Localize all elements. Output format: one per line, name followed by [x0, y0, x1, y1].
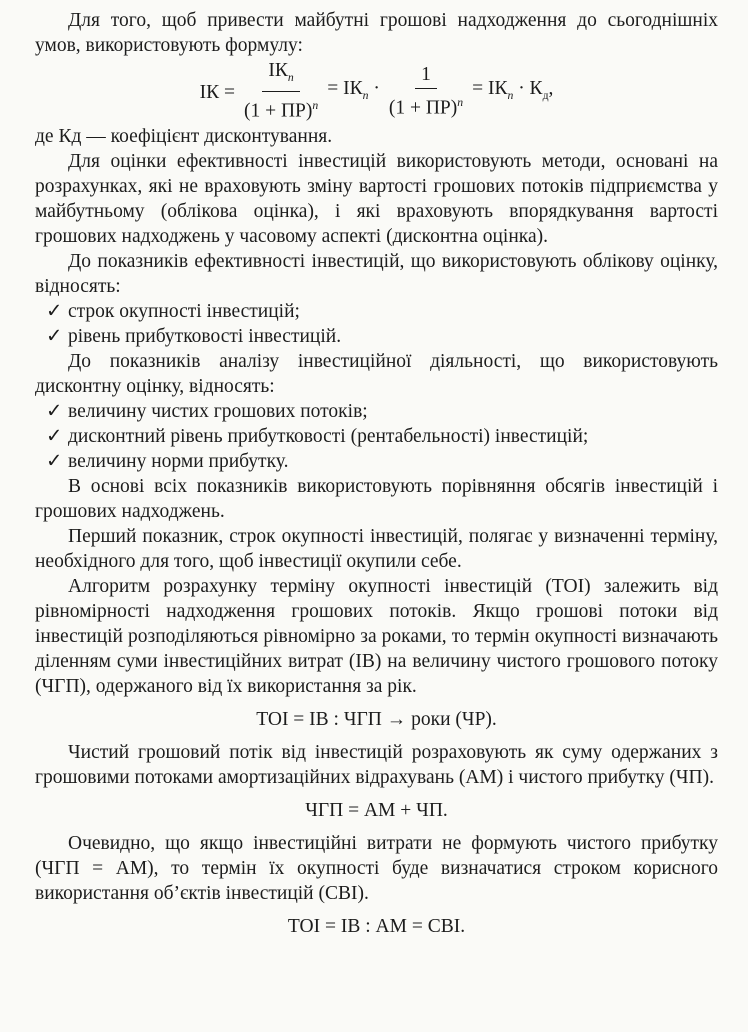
fraction-1: $\frac{ІК_n}{(1 + ПР)^n}$	[243, 60, 319, 122]
paragraph-net-cash-flow: Чистий грошовий потік від інвестицій розраховують як суму одержаних з грошовими потоками амортизаційних відрахувань (АМ) і чистого прибутку (ЧП).	[35, 742, 718, 788]
fraction-2: $\frac{1}{(1 + ПР)^n}$	[388, 63, 464, 119]
list-item: ✓ дисконтний рівень прибутковості (рентабельності) інвестицій;	[46, 426, 589, 447]
check-icon: ✓	[46, 451, 63, 472]
paragraph-algorithm: Алгоритм розрахунку терміну окупності інвестицій (ТОІ) залежить від рівномірності надходження грошових потоків. Якщо грошові потоки від інвестицій розподіляються рівномірно за роками, то термін окупності визначають діленням суми інвестиційних витрат (ІВ) на величину чистого грошового потоку (ЧГП), одержаного від їх використання за рік.	[35, 576, 718, 697]
check-icon: ✓	[46, 326, 63, 347]
formula-chgp: ЧГП = АМ + ЧП.	[305, 800, 448, 821]
list-item: ✓ строк окупності інвестицій;	[46, 301, 300, 322]
list-item: ✓ величину чистих грошових потоків;	[46, 401, 368, 422]
paragraph-methods: Для оцінки ефективності інвестицій використовують методи, основані на розрахунках, які не враховують зміну вартості грошових потоків підприємства у майбутньому (облікова оцінка), і які враховують впорядкування вартості грошових надходжень у часовому аспекті (дисконтна оцінка).	[35, 151, 718, 247]
paragraph-intro: Для того, щоб привести майбутні грошові надходження до сьогоднішніх умов, використовують формулу:	[35, 10, 718, 56]
list-item: ✓ величину норми прибутку.	[46, 451, 289, 472]
paragraph-accounting-intro: До показників ефективності інвестицій, що використовують облікову оцінку, відносять:	[35, 251, 718, 297]
formula-toi-svi: ТОІ = ІВ : АМ = СВІ.	[287, 916, 466, 937]
check-icon: ✓	[46, 301, 63, 322]
list-item: ✓ рівень прибутковості інвестицій.	[46, 326, 342, 347]
formula-discounting: ІК = $\frac{ІК_n}{(1 + ПР)^n}$ = $ІК_n$ · $\frac{1}{(1 + ПР)^n}$ = $ІК_n \cdot К_д$,	[199, 60, 554, 122]
paragraph-comparison: В основі всіх показників використовують порівняння обсягів інвестицій і грошових надходжень.	[35, 476, 718, 522]
paragraph-where: де Кд — коефіцієнт дисконтування.	[35, 126, 333, 147]
paragraph-useful-life: Очевидно, що якщо інвестиційні витрати не формують чистого прибутку (ЧГП = АМ), то термін їх окупності буде визначатися строком корисного використання об’єктів інвестицій (СВІ).	[35, 833, 718, 904]
list-discount	[35, 399, 718, 474]
paragraph-payback: Перший показник, строк окупності інвестицій, полягає у визначенні терміну, необхідного для того, щоб інвестиції окупили себе.	[35, 526, 718, 572]
paragraph-discount-intro: До показників аналізу інвестиційної діяльності, що використовують дисконтну оцінку, відносять:	[35, 351, 718, 397]
list-accounting	[35, 299, 718, 349]
check-icon: ✓	[46, 426, 63, 447]
formula-toi: ТОІ = ІВ : ЧГП → роки (ЧР).	[256, 709, 497, 730]
check-icon: ✓	[46, 401, 63, 422]
